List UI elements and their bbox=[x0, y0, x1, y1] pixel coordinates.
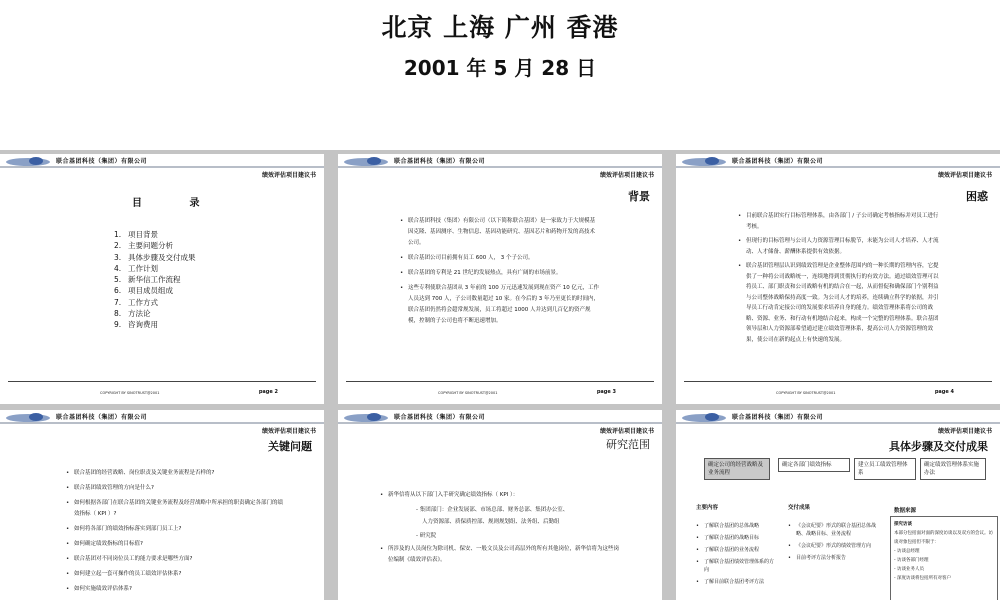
bullet-item: • 如何根据各部门在联合基团的关键业务流程及经营战略中所承担的职责确定各部门的绩效指标（ KPI ）? bbox=[66, 498, 286, 520]
bullet-item: • 联合基团公司目前拥有员工 600 人， 3 个子公司。 bbox=[400, 253, 600, 264]
toc-item: 3. 具体步骤及交付成果 bbox=[114, 252, 196, 262]
company-name: 联合基团科技（集团）有限公司 bbox=[56, 414, 148, 421]
doc-label: 绩效评估项目建议书 bbox=[599, 172, 654, 179]
bullet-item: • 如何建立起一套可操作的员工绩效评估体系? bbox=[66, 569, 286, 580]
company-name: 联合基团科技（集团）有限公司 bbox=[732, 158, 824, 165]
slide-confusion[interactable] bbox=[676, 154, 1000, 404]
column-header: 交付成果 bbox=[788, 505, 811, 511]
toc-item: 4. 工作计划 bbox=[114, 263, 158, 273]
bullet-item: • 联合基团的专利是 21 世纪的发展热点，具有广阔的市场前景。 bbox=[400, 268, 600, 279]
slide-background[interactable] bbox=[338, 154, 662, 404]
slide-title: 关键问题 bbox=[268, 440, 312, 453]
doc-label: 绩效评估项目建议书 bbox=[599, 428, 654, 435]
toc-item: 1. 项目背景 bbox=[114, 230, 158, 239]
step-box: 建立员工绩效管理体系 bbox=[854, 458, 916, 480]
bullet-item: • 了解目前联合基团考评方法 bbox=[696, 578, 776, 586]
slide-header-bar bbox=[338, 154, 662, 167]
sub-item: 人力资源部、质保质控部、规则规划组、法务组、后勤组 bbox=[422, 519, 560, 525]
slide-header-bar bbox=[676, 410, 1000, 423]
bullet-item: • 这些专利使联合基团从 3 年前的 100 万元迅速发展到现在资产 10 亿元，工作人员达到 700 人，子公司数量超过 10 家。在今后的 3 年乃至更长的时间内，联合基团仍然将会超常规发展，员工将超过 1000 人并达到几百亿的资产规模，控制的子公司也将不断迅速增加。 bbox=[400, 283, 600, 327]
page-number: page 4 bbox=[934, 389, 954, 395]
company-name: 联合基团科技（集团）有限公司 bbox=[394, 158, 486, 165]
step-box: 确定各部门绩效指标 bbox=[778, 458, 850, 472]
slide-toc[interactable] bbox=[0, 154, 324, 404]
column-header: 数据来源 bbox=[894, 508, 917, 514]
toc-item: 8. 方法论 bbox=[114, 309, 151, 319]
doc-label: 绩效评估项目建议书 bbox=[937, 172, 992, 179]
side-line: - 访谈总经理 bbox=[894, 549, 920, 554]
bullet-item: • 但现行的目标管理与公司人力资源管理目标脱节，未能为公司人才培养、人才流动、人才储备、薪酬体系提供有效依据。 bbox=[738, 236, 943, 257]
bullet-item: • 联合基团的经营战略、岗位职责及关键业务流程是否样的? bbox=[66, 468, 286, 479]
bullet-item: • 如何实施绩效评估体系? bbox=[66, 584, 286, 595]
bullet-item: • 目前考评方法分析报告 bbox=[788, 554, 876, 562]
side-line: - 访谈各部门经理 bbox=[894, 558, 929, 563]
doc-label: 绩效评估项目建议书 bbox=[937, 428, 992, 435]
slide-header-bar bbox=[0, 154, 324, 167]
side-line: 本部分包括面对面的深度访谈以及双方的会议。访谈对象包括但不限于： bbox=[894, 531, 993, 545]
bullet-item: • 《会议纪要》形式的绩效管理方向 bbox=[788, 542, 876, 550]
column-header: 主要内容 bbox=[696, 505, 719, 511]
slide-header-bar bbox=[0, 410, 324, 423]
bullet-item: • 新华信将从以下部门入手研究确定绩效指标（ KPI ）： bbox=[380, 490, 620, 501]
header-rule bbox=[338, 422, 662, 424]
step-box: 确定绩效管理体系实施办法 bbox=[920, 458, 986, 480]
bullet-list bbox=[696, 522, 776, 590]
bullet-item: • 了解联合基团的战略目标 bbox=[696, 534, 776, 542]
header-date: 2001 年 5 月 28 日 bbox=[403, 56, 597, 80]
bullet-item: • 了解联合基团绩效管理体系的方向 bbox=[696, 558, 776, 574]
bullet-item: • 了解联合基团的业务流程 bbox=[696, 546, 776, 554]
company-name: 联合基团科技（集团）有限公司 bbox=[732, 414, 824, 421]
company-name: 联合基团科技（集团）有限公司 bbox=[394, 414, 486, 421]
toc-title: 目 录 bbox=[132, 198, 222, 209]
slide-header-bar bbox=[338, 410, 662, 423]
bullet-item: • 如何将各部门的绩效指标落实到部门员工上? bbox=[66, 524, 286, 535]
slide-research-scope[interactable] bbox=[338, 410, 662, 600]
header-rule bbox=[0, 166, 324, 168]
data-source-box bbox=[890, 516, 998, 600]
header-rule bbox=[338, 166, 662, 168]
bullet-item: • 联合基团科技（集团）有限公司（以下简称联合基团）是一家致力于大规模基因克隆、基因测序、生物信息、基因功能研究、基因芯片和药物开发的高技术公司。 bbox=[400, 216, 600, 249]
bullet-list bbox=[66, 468, 286, 599]
footer-rule bbox=[684, 381, 992, 382]
sub-item: - 研究院 bbox=[416, 533, 437, 539]
bullet-item: • 如何确定绩效指标的目标值? bbox=[66, 539, 286, 550]
bullet-list bbox=[400, 216, 600, 331]
copyright: COPYRIGHT BY SINOTRUST@2001 bbox=[776, 391, 836, 395]
side-line: - 深度访谈将包括所有对客户 bbox=[894, 576, 952, 581]
page-number: page 3 bbox=[596, 389, 616, 395]
page-number: page 2 bbox=[258, 389, 278, 395]
bullet-item: • 联合基团对不同岗位员工的能力要求是哪些方面? bbox=[66, 554, 286, 565]
header-rule bbox=[0, 422, 324, 424]
header-rule bbox=[676, 422, 1000, 424]
bullet-item: • 目前联合基团实行目标管理体系，由各部门 / 子公司确定考核指标并对员工进行考核。 bbox=[738, 211, 943, 232]
bullet-item: • 《会议纪要》形式的联合基团总体战略、战略目标、业务流程 bbox=[788, 522, 876, 538]
copyright: COPYRIGHT BY SINOTRUST@2001 bbox=[100, 391, 160, 395]
slide-title: 背景 bbox=[628, 190, 650, 203]
side-title: 探究访谈 bbox=[894, 522, 912, 527]
toc-item: 7. 工作方式 bbox=[114, 297, 158, 307]
step-box: 确定公司的经营战略及业务流程 bbox=[704, 458, 770, 480]
bullet-item: • 联合基团绩效管理的方向是什么? bbox=[66, 483, 286, 494]
toc-item: 6. 项目成员组成 bbox=[114, 286, 173, 296]
doc-label: 绩效评估项目建议书 bbox=[261, 172, 316, 179]
slide-title: 具体步骤及交付成果 bbox=[889, 440, 988, 453]
bullet-list bbox=[738, 211, 943, 349]
slide-key-issues[interactable] bbox=[0, 410, 324, 600]
side-line: - 访谈业务人员 bbox=[894, 567, 925, 572]
slide-header-bar bbox=[676, 154, 1000, 167]
bullet-list bbox=[380, 544, 620, 570]
company-name: 联合基团科技（集团）有限公司 bbox=[56, 158, 148, 165]
slide-steps-deliverables[interactable] bbox=[676, 410, 1000, 600]
bullet-list bbox=[380, 490, 620, 505]
toc-list bbox=[114, 229, 196, 331]
bullet-list bbox=[788, 522, 876, 566]
slide-title: 困惑 bbox=[966, 190, 988, 203]
header-cities: 北京 上海 广州 香港 bbox=[381, 13, 619, 42]
bullet-item: • 所涉及的人员岗位为除司机、保安、一般文员及公司高层外的所有其他岗位，新华信将为这些岗位编制《绩效评估表》。 bbox=[380, 544, 620, 566]
doc-label: 绩效评估项目建议书 bbox=[261, 428, 316, 435]
footer-rule bbox=[346, 381, 654, 382]
slide-title: 研究范围 bbox=[606, 438, 650, 451]
toc-item: 5. 新华信工作流程 bbox=[114, 275, 181, 285]
toc-item: 9. 咨询费用 bbox=[114, 320, 158, 330]
bullet-item: • 了解联合基团的总体战略 bbox=[696, 522, 776, 530]
bullet-item: • 联合基团管理层认识到绩效管理是企业整体范围内的一种长期的管理内容，它提供了一种将公司战略统一，连续地得到贯彻执行的有效方法。通过绩效管理可以将员工、部门职责和公司战略有机的结合在一起，从而督促和确保部门个别利益与公司整体战略保持高度一致。为公司人才的培养，连续确立科学的依据，并引导员工行动肯定接公司的发展要求培养自身的能力。绩效管理体系将公司的战略、资源、业务、和行动有机地结合起来，构成一个完整的管理体系。联合基团领导层和人力资源部希望通过建立绩效管理体系，提高公司人力资源管理的效果，使公司在新的起点上有快速的发展。 bbox=[738, 261, 943, 345]
toc-item: 2. 主要问题分析 bbox=[114, 241, 173, 251]
copyright: COPYRIGHT BY SINOTRUST@2001 bbox=[438, 391, 498, 395]
header-rule bbox=[676, 166, 1000, 168]
footer-rule bbox=[8, 381, 316, 382]
sub-item: - 集团部门：企业发展部、市场总部、财务总部、集团办公室、 bbox=[416, 507, 569, 513]
